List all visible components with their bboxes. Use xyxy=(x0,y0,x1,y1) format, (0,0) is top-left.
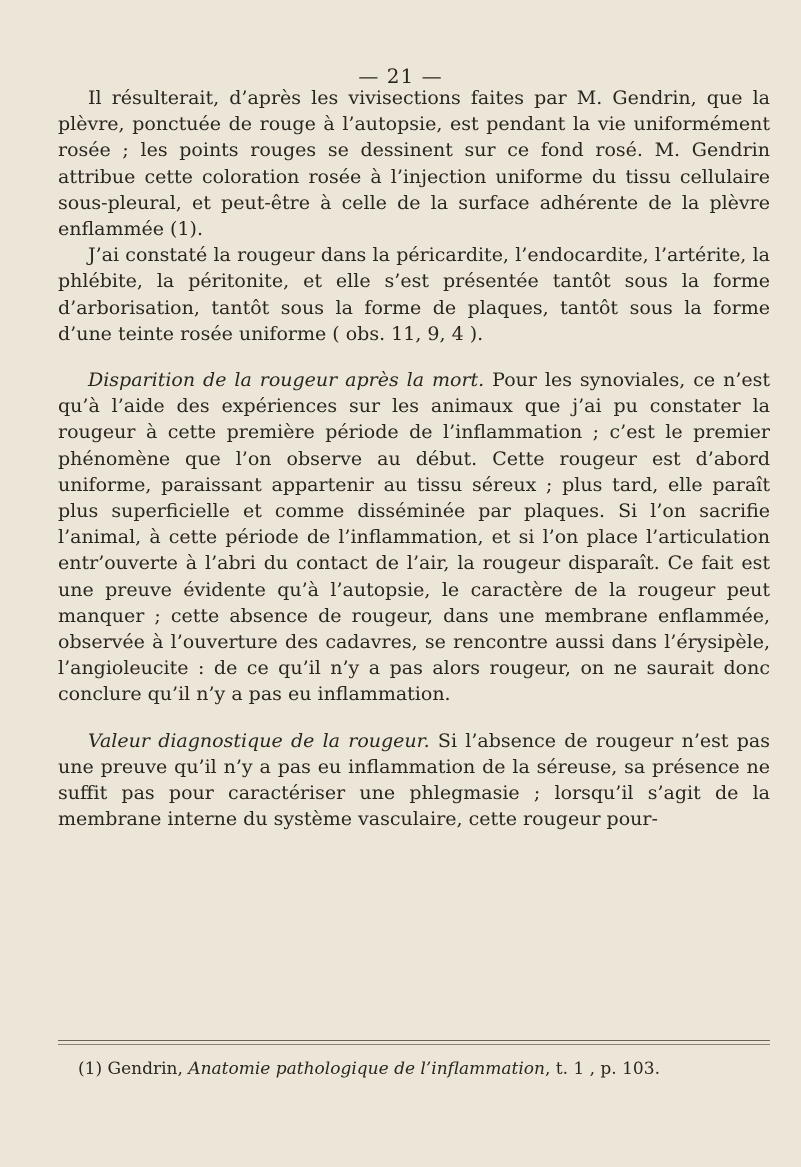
body-text xyxy=(58,85,770,832)
paragraph-4-text: Si l’absence de rougeur n’est pas une preuve qu’il n’y a pas eu inflammation de la séreuse, sa présence ne suffit pas pour caractériser une phlegmasie ; lorsqu’il s’agit de la membrane interne du système vasculaire, cette rougeur pour- xyxy=(58,729,770,831)
section-heading-valeur: Valeur diagnostique de la rougeur. xyxy=(88,729,430,752)
footnote-divider-secondary xyxy=(58,1044,770,1045)
footnote-ref: , t. 1 , p. 103. xyxy=(544,1059,660,1079)
paragraph-2 xyxy=(58,242,770,347)
footnote-title: Anatomie pathologique de l’inflammation xyxy=(188,1059,545,1079)
paragraph-1-text: Il résulterait, d’après les vivisections faites par M. Gendrin, que la plèvre, ponctuée de rouge à l’autopsie, est pendant la vie uniformément rosée ; les points rouges se dessinent sur ce fond rosé. M. Gendrin attribue cette coloration rosée à l’injection uniforme du tissu cellulaire sous-pleural, et peut-être à celle de la surface adhérente de la plèvre enflammée (1). xyxy=(58,87,770,241)
paragraph-4 xyxy=(58,728,770,833)
paragraph-1 xyxy=(58,85,770,242)
footnote xyxy=(78,1058,770,1080)
paragraph-2-text: J’ai constaté la rougeur dans la péricardite, l’endocardite, l’artérite, la phlébite, la péritonite, et elle s’est présentée tantôt sous la forme d’arborisation, tantôt sous la forme de plaques, tantôt sous la forme d’une teinte rosée uniforme ( obs. 11, 9, 4 ). xyxy=(58,244,770,345)
paragraph-3-text: Pour les synoviales, ce n’est qu’à l’aide des expériences sur les animaux que j’ai pu constater la rougeur à cette première période de l’inflammation ; c’est le premier phénomène que l’on observe au début. Cette rougeur est d’abord uniforme, paraissant appartenir au tissu séreux ; plus tard, elle paraît plus superficielle et comme disséminée par plaques. Si l’on sacrifie l’animal, à cette période de l’inflammation, et si l’on place l’articulation entr’ouverte à l’abri du contact de l’air, la rougeur disparaît. Ce fait est une preuve évidente qu’à l’autopsie, le caractère de la rougeur peut manquer ; cette absence de rougeur, dans une membrane enflammée, observée à l’ouverture des cadavres, se rencontre aussi dans l’érysipèle, l’angioleucite : de ce qu’il n’y a pas alors rougeur, on ne saurait donc conclure qu’il n’y a pas eu inflammation. xyxy=(58,369,770,706)
paragraph-3 xyxy=(58,367,770,708)
footnote-divider xyxy=(58,1040,770,1041)
footnote-mark: (1) xyxy=(78,1059,103,1079)
page-number: — 21 — xyxy=(358,64,443,88)
footnote-author: Gendrin, xyxy=(107,1059,183,1079)
section-heading-disparition: Disparition de la rougeur après la mort. xyxy=(88,369,485,392)
